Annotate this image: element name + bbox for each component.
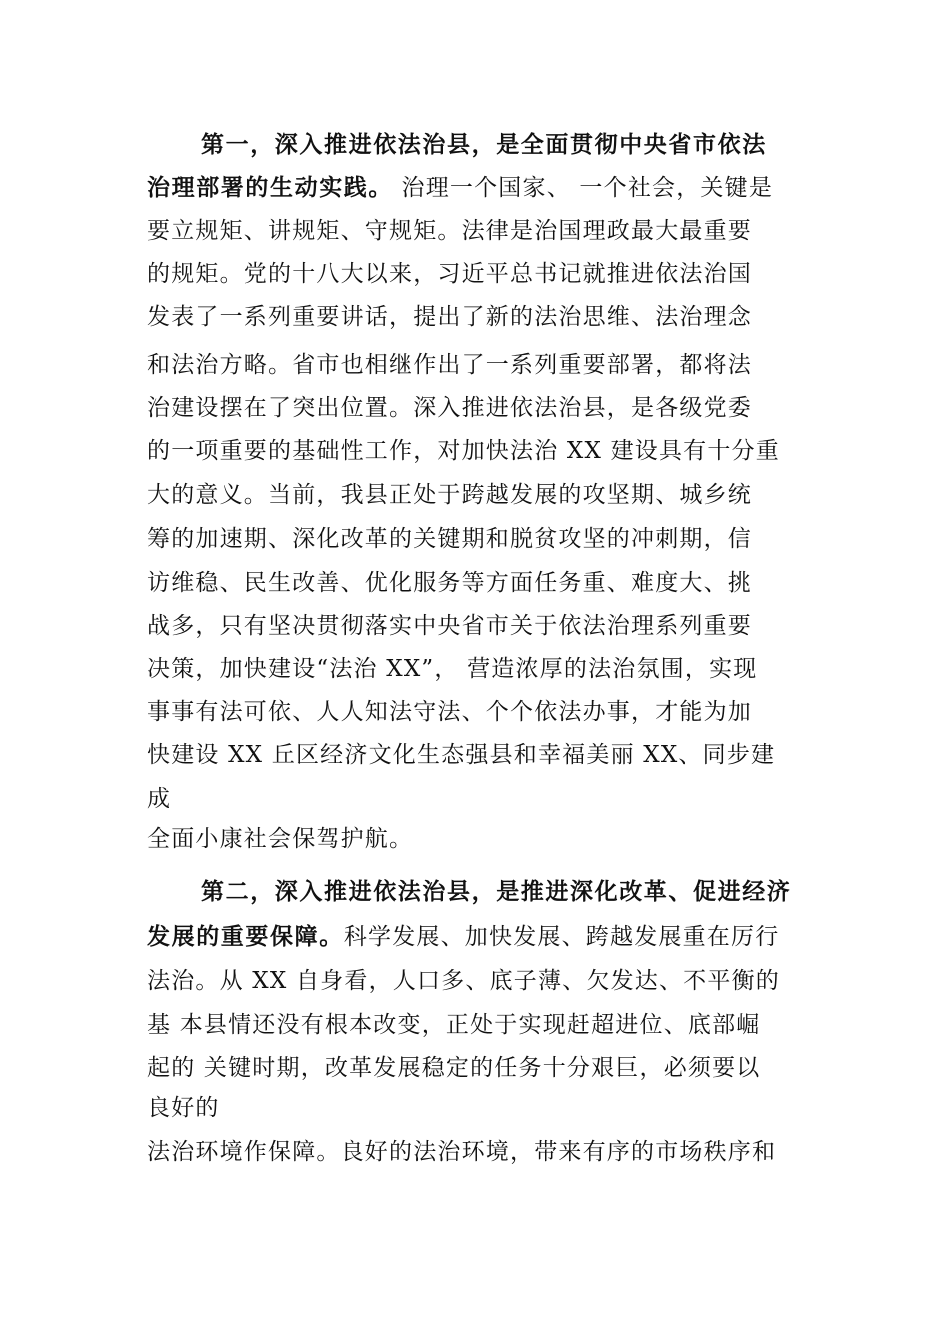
paragraph1-line-10 bbox=[147, 524, 752, 554]
paragraph1-line-12 bbox=[147, 611, 752, 641]
paragraph1-text: 访维稳、民生改善、优化服务等方面任务重、难度大、挑 bbox=[147, 570, 752, 596]
paragraph2-line-1 bbox=[201, 877, 791, 907]
paragraph1-text: 治建设摆在了突出位置。深入推进依法治县，是各级党委 bbox=[147, 395, 752, 421]
paragraph2-line-6 bbox=[147, 1093, 220, 1123]
paragraph1-line-13 bbox=[147, 654, 758, 684]
paragraph1-text: 筹的加速期、深化改革的关键期和脱贫攻坚的冲刺期，信 bbox=[147, 526, 752, 552]
paragraph1-line-11 bbox=[147, 568, 752, 598]
paragraph1-text: 发表了一系列重要讲话，提出了新的法治思维、法治理念 bbox=[147, 304, 752, 330]
paragraph1-text: 战多，只有坚决贯彻落实中央省市关于依法治理系列重要 bbox=[147, 613, 752, 639]
paragraph1-line-9 bbox=[147, 480, 752, 510]
paragraph1-text: 的规矩。党的十八大以来，习近平总书记就推进依法治国 bbox=[147, 261, 752, 287]
paragraph1-text: 事事有法可依、人人知法守法、个个依法办事，才能为加 bbox=[147, 699, 752, 725]
paragraph1-text: 大的意义。当前，我县正处于跨越发展的攻坚期、城乡统 bbox=[147, 482, 752, 508]
paragraph1-line-6 bbox=[147, 350, 752, 380]
paragraph1-text: 和法治方略。省市也相继作出了一系列重要部署，都将法 bbox=[147, 352, 752, 378]
paragraph1-text: 要立规矩、讲规矩、守规矩。法律是治国理政最大最重要 bbox=[147, 218, 752, 244]
paragraph2-text: 良好的 bbox=[147, 1095, 220, 1121]
paragraph1-line-2 bbox=[147, 173, 773, 203]
paragraph2-text: 基 本县情还没有根本改变，正处于实现赶超进位、底部崛 bbox=[147, 1012, 761, 1038]
paragraph1-line-8 bbox=[147, 436, 780, 466]
paragraph2-text: 法治。从 XX 自身看，人口多、底子薄、欠发达、不平衡的 bbox=[147, 968, 780, 994]
paragraph2-text: 科学发展、加快发展、跨越发展重在厉行 bbox=[343, 924, 780, 950]
paragraph2-line-4 bbox=[147, 1010, 761, 1040]
paragraph2-heading-part2: 发展的重要保障。 bbox=[147, 923, 344, 950]
paragraph1-text: 快建设 XX 丘区经济文化生态强县和幸福美丽 XX、同步建 bbox=[147, 742, 776, 768]
paragraph1-line-17 bbox=[147, 824, 413, 854]
paragraph2-text: 法治环境作保障。良好的法治环境，带来有序的市场秩序和 bbox=[147, 1139, 777, 1165]
paragraph1-line-5 bbox=[147, 302, 752, 332]
paragraph2-line-2 bbox=[147, 922, 779, 952]
paragraph2-text: 起的 关键时期，改革发展稳定的任务十分艰巨，必须要以 bbox=[147, 1055, 761, 1081]
paragraph1-heading-part2: 治理部署的生动实践。 bbox=[147, 174, 393, 201]
paragraph2-heading-part1: 第二，深入推进依法治县，是推进深化改革、促进经济 bbox=[201, 878, 792, 905]
paragraph2-line-7 bbox=[147, 1137, 776, 1167]
paragraph1-line-1 bbox=[201, 130, 767, 160]
paragraph1-text: 的一项重要的基础性工作，对加快法治 XX 建设具有十分重 bbox=[147, 438, 780, 464]
paragraph1-line-3 bbox=[147, 216, 752, 246]
paragraph1-text: 全面小康社会保驾护航。 bbox=[147, 826, 414, 852]
paragraph1-line-16 bbox=[147, 784, 171, 814]
paragraph2-line-3 bbox=[147, 966, 780, 996]
paragraph1-text: 决策，加快建设“法治 XX”， 营造浓厚的法治氛围，实现 bbox=[147, 656, 758, 682]
paragraph1-text: 成 bbox=[147, 786, 172, 812]
paragraph1-text: 治理一个国家、 一个社会，关键是 bbox=[393, 175, 774, 201]
paragraph1-heading-part1: 第一，深入推进依法治县，是全面贯彻中央省市依法 bbox=[201, 131, 767, 158]
paragraph1-line-7 bbox=[147, 393, 752, 423]
paragraph2-line-5 bbox=[147, 1053, 761, 1083]
paragraph1-line-14 bbox=[147, 697, 752, 727]
paragraph1-line-4 bbox=[147, 259, 752, 289]
paragraph1-line-15 bbox=[147, 740, 775, 770]
